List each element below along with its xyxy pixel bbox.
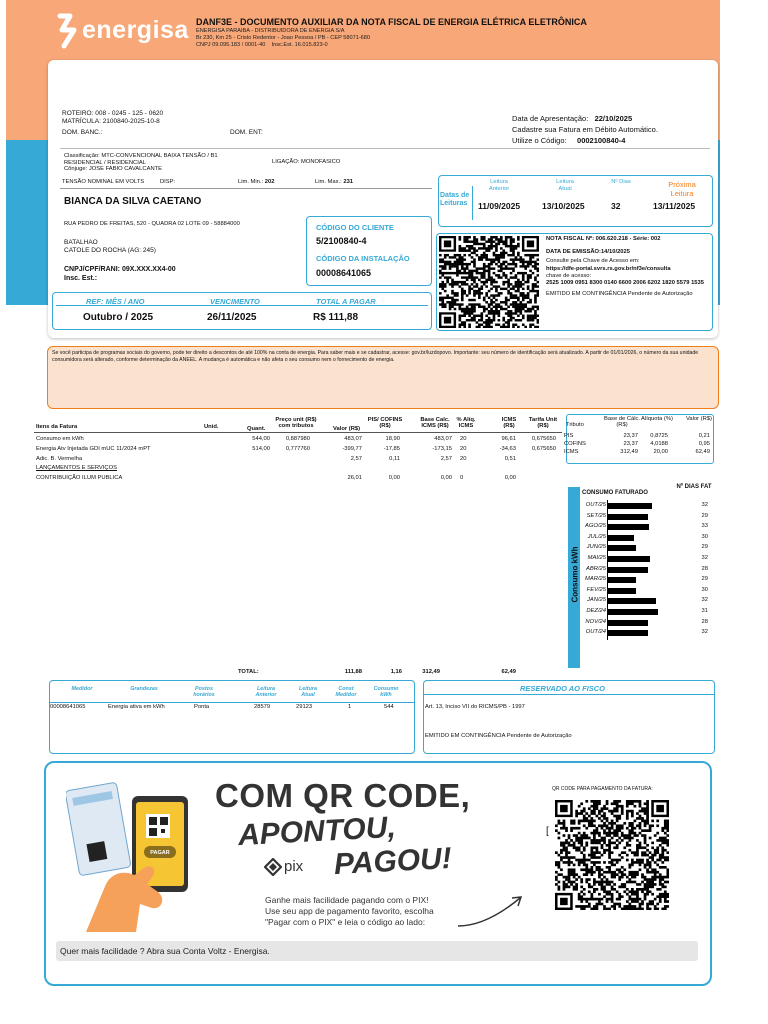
- divider: [60, 188, 432, 189]
- roteiro: ROTEIRO: 008 - 0245 - 125 - 0620: [62, 110, 164, 117]
- consumo-bar: [608, 556, 650, 562]
- item-cell: -173,15: [432, 446, 452, 452]
- leit-atual: 29123: [296, 704, 313, 710]
- codigo-cliente: 5/2100840-4: [316, 236, 367, 246]
- total-base: 312,49: [422, 669, 440, 675]
- consumo-bar: [608, 598, 656, 604]
- logo-text: energisa: [82, 16, 189, 44]
- const-medidor: 1: [348, 704, 352, 710]
- item-cell: 0,777760: [285, 446, 310, 452]
- consumo-bar: [608, 524, 649, 530]
- pix-logo: [264, 858, 304, 878]
- tarifa-header: Tarifa Unit (R$): [528, 417, 558, 429]
- qr-pagamento-label: QR CODE PARA PAGAMENTO DA FATURA:: [552, 786, 653, 792]
- vencimento-label: VENCIMENTO: [210, 297, 260, 306]
- tributo-cell: 312,49: [620, 449, 638, 455]
- tributo-cell: 0,8725: [650, 433, 668, 439]
- leit-atual-header: Leitura Atual: [299, 686, 317, 698]
- pagar-label: PAGAR: [150, 850, 170, 856]
- item-cell: -17,85: [383, 446, 400, 452]
- num-dias-label: Nº Dias: [611, 179, 631, 185]
- dias-fat: 29: [701, 544, 708, 551]
- pix-text: pix: [284, 858, 304, 875]
- chave-acesso: 2525 1009 0951 8300 0140 6600 2006 6202 1820 5579 1535: [546, 280, 704, 287]
- consumo-bar: [608, 577, 636, 583]
- month-label: FEV/25: [586, 586, 606, 593]
- unid-header: Unid.: [204, 424, 219, 430]
- nota-info: [546, 236, 710, 298]
- nota-numero: NOTA FISCAL Nº: 006.620.218 - Série: 002: [546, 236, 661, 242]
- classificacao: Classificação: MTC-CONVENCIONAL BAIXA TENSÃO / B1 RESIDENCIAL / RESIDENCIAL Cônjuge: JOSE FABIO CAVALCANTE: [64, 153, 218, 172]
- dias-fat: 31: [701, 608, 708, 614]
- tributo-cell: ICMS: [564, 449, 579, 455]
- medidor-header: Medidor: [71, 686, 93, 692]
- dias-fat: 32: [701, 555, 708, 561]
- tributo-cell: 23,37: [623, 433, 638, 439]
- item-cell: 2,57: [350, 456, 362, 462]
- valor-trib-header: Valor (R$): [686, 416, 712, 422]
- consumo-kwh-header: Consumo kWh: [373, 686, 399, 698]
- month-label: DEZ/24: [586, 608, 606, 614]
- dias-fat: 33: [701, 523, 708, 530]
- leit-ant-header: Leitura Anterior: [255, 686, 277, 698]
- month-label: ABR/25: [586, 565, 606, 572]
- item-name: CONTRIBUIÇÃO ILUM PUBLICA: [36, 475, 123, 481]
- item-cell: 544,00: [252, 436, 270, 442]
- posto: Ponta: [194, 704, 210, 710]
- month-label: SET/25: [586, 512, 606, 519]
- document-title: DANF3E - DOCUMENTO AUXILIAR DA NOTA FISCAL DE ENERGIA ELÉTRICA ELETRÔNICA: [196, 17, 587, 27]
- item-cell: 0,675650: [531, 446, 556, 452]
- item-cell: 96,61: [501, 436, 516, 442]
- consumo-bar: [608, 514, 648, 520]
- month-label: OUT/24: [585, 629, 606, 636]
- preco-header: Preço unit (R$) com tributos: [275, 417, 317, 429]
- divider: [472, 186, 473, 220]
- item-cell: 26,01: [347, 475, 362, 481]
- vencimento: 26/11/2025: [207, 312, 257, 323]
- consumo-bar: [608, 588, 636, 594]
- dias-fat: 32: [701, 597, 708, 604]
- consumo-axis-label: Consumo kWh: [570, 546, 580, 603]
- consumo-bar: [608, 545, 636, 551]
- grandeza: Energia ativa em kWh: [108, 704, 165, 710]
- company-address: Br 230, Km 25 - Cristo Redentor - Joao Pessoa / PB - CEP 58071-680: [196, 35, 371, 41]
- promo-line2: APONTOU,: [237, 810, 397, 853]
- month-label: MAI/25: [587, 555, 606, 561]
- fisco-contingencia: EMITIDO EM CONTINGÊNCIA Pendente de Autorização: [425, 733, 572, 739]
- utilize-codigo: Utilize o Código: 0002100840-4: [512, 136, 626, 145]
- qr-bracket: [: [546, 826, 549, 837]
- dias-fat-label: Nº DIAS FAT: [676, 484, 712, 490]
- dias-fat: 30: [701, 533, 708, 540]
- item-cell: 0,887980: [285, 436, 310, 442]
- item-cell: -399,77: [342, 446, 362, 452]
- proxima-leitura: 13/11/2025: [653, 201, 696, 211]
- consumo-bar: [608, 503, 652, 509]
- fisco-art: Art. 13, Inciso VII do RICMS/PB - 1997: [425, 704, 525, 710]
- chave-label: chave de acesso:: [546, 272, 592, 279]
- total-icms: 62,49: [501, 669, 516, 675]
- const-header: Const Medidor: [335, 686, 357, 698]
- promo-description: Ganhe mais facilidade pagando com o PIX! Use seu app de pagamento favorito, escolha "Pagar com o PIX" e leia o código ao lado:: [265, 895, 434, 927]
- nota-emissao: DATA DE EMISSÃO:14/10/2025: [546, 249, 630, 256]
- base-header: Base Calc. ICMS (R$): [420, 417, 450, 429]
- month-label: MAR/25: [585, 576, 606, 583]
- ligacao: LIGAÇÃO: MONOFASICO: [272, 159, 341, 165]
- divider: [50, 702, 414, 703]
- month-label: JUL/25: [587, 533, 606, 540]
- ref-mes-ano: Outubro / 2025: [83, 312, 154, 323]
- item-name: Consumo em kWh: [36, 436, 84, 442]
- items-header: Itens da Fatura: [36, 424, 78, 430]
- tributo-cell: 62,49: [695, 449, 710, 455]
- ref-label: REF: MÊS / ANO: [86, 297, 145, 306]
- month-label: JUN/25: [586, 544, 606, 551]
- total-a-pagar: R$ 111,88: [313, 312, 359, 323]
- consumo-medidor: 544: [384, 704, 394, 710]
- month-label: OUT/25: [585, 502, 606, 508]
- energisa-logo: [56, 10, 191, 50]
- leit-ant: 28579: [254, 704, 271, 710]
- phone-hand-illustration: [66, 772, 196, 932]
- num-dias: 32: [611, 201, 621, 211]
- lim-max: Lim. Max.: 231: [315, 179, 354, 185]
- dias-fat: 28: [701, 565, 708, 572]
- arrow-icon: [456, 890, 528, 932]
- tributo-cell: PIS: [564, 433, 574, 439]
- item-cell: 0,51: [504, 456, 516, 462]
- leitura-anterior-label: Leitura Anterior: [488, 179, 510, 192]
- fisco-title: RESERVADO AO FISCO: [520, 684, 606, 693]
- client-name: BIANCA DA SILVA CAETANO: [64, 196, 202, 207]
- medidor-num: 00008641065: [50, 704, 86, 710]
- item-name: Adic. B. Vermelha: [36, 456, 83, 462]
- item-cell: 18,90: [385, 436, 400, 442]
- tributo-cell: 20,00: [653, 449, 668, 455]
- client-city: BATALHAO CATOLE DO ROCHA (AG: 245): [64, 239, 156, 254]
- pix-qr-code[interactable]: [555, 800, 669, 910]
- dias-fat: 29: [701, 576, 708, 583]
- leitura-atual: 13/10/2025: [542, 201, 585, 211]
- total-label-table: TOTAL:: [238, 669, 259, 675]
- data-apresentacao: Data de Apresentação: 22/10/2025: [512, 114, 633, 123]
- lim-min: Lim. Min.: 202: [238, 179, 275, 185]
- dias-fat: 29: [701, 512, 708, 519]
- total-label: TOTAL A PAGAR: [316, 297, 376, 306]
- consulta-url[interactable]: https://dfe-portal.svrs.rs.gov.br/nf3e/consulta: [546, 265, 671, 272]
- item-cell: 0: [460, 475, 464, 481]
- consumo-bar: [608, 535, 634, 541]
- item-name: LANÇAMENTOS E SERVIÇOS: [36, 465, 117, 471]
- dom-banc: DOM. BANC.:: [62, 129, 103, 136]
- tributo-cell: 0,21: [698, 433, 710, 439]
- leitura-anterior: 11/09/2025: [478, 201, 521, 211]
- tributo-cell: 4,0188: [650, 441, 668, 447]
- consumo-bar: [608, 620, 648, 626]
- item-cell: 483,07: [344, 436, 362, 442]
- item-cell: 0,00: [440, 475, 452, 481]
- aliquota-header: Alíquota (%): [641, 416, 673, 422]
- notice-box: [47, 346, 719, 409]
- client-address: RUA PEDRO DE FREITAS, 520 - QUADRA 02 LOTE 09 - 58884000: [64, 221, 240, 227]
- month-label: JAN/25: [586, 597, 606, 604]
- right-margin: [720, 0, 768, 1024]
- tributo-cell: 23,37: [623, 441, 638, 447]
- grandezas-header: Grandezas: [130, 686, 158, 692]
- divider: [424, 694, 714, 695]
- item-cell: 0,00: [504, 475, 516, 481]
- promo-line3: PAGOU!: [333, 841, 453, 882]
- aliq-header: % Alíq. ICMS: [456, 417, 476, 429]
- item-cell: 0,11: [389, 456, 400, 462]
- item-cell: 0,00: [388, 475, 400, 481]
- footer-text: Quer mais facilidade ? Abra sua Conta Voltz - Energisa.: [60, 946, 270, 956]
- item-cell: -34,63: [499, 446, 516, 452]
- footer-bar: [56, 941, 698, 961]
- company-name: ENERGISA PARAIBA - DISTRIBUIDORA DE ENERGIA S/A: [196, 28, 345, 34]
- leituras-title: Datas de Leituras: [440, 192, 470, 207]
- icms-header: ICMS (R$): [501, 417, 517, 429]
- item-cell: 483,07: [434, 436, 452, 442]
- pis-header: PIS/ COFINS (R$): [367, 417, 403, 429]
- debito-automatico: Cadastre sua Fatura em Débito Automático.: [512, 125, 658, 134]
- nota-qr-code: [439, 236, 539, 328]
- item-cell: 20: [460, 436, 467, 442]
- consumo-bar: [608, 609, 658, 615]
- item-cell: 2,57: [440, 456, 452, 462]
- month-label: AGO/25: [585, 523, 606, 530]
- codigo-cliente-label: CÓDIGO DO CLIENTE: [316, 223, 394, 232]
- tributo-cell: COFINS: [564, 441, 586, 447]
- dias-fat: 32: [701, 629, 708, 636]
- divider: [60, 148, 710, 149]
- month-label: NOV/24: [585, 618, 606, 625]
- notice-text: Se você participa de programas sociais do governo, pode ter direito a descontos de até 100% na conta de energia. Para saber mais e se cadastrar, acesse: gov.br/luzdopovo. Importante: seu número de identificação será atualizado. A partir de 01/01/2026, o número da sua unidade consumidora será alterado, conforme determinação da ANEEL. A mudança é automática e não afeta o seu consumo nem o fornecimento de energia.: [52, 350, 699, 363]
- codigo-instalacao-label: CÓDIGO DA INSTALAÇÃO: [316, 254, 410, 263]
- postos-header: Postos horários: [193, 686, 215, 698]
- total-pis: 1,16: [390, 669, 402, 675]
- disp: DISP:: [160, 179, 176, 185]
- quant-header: Quant.: [247, 426, 266, 432]
- divider: [34, 432, 562, 433]
- tributo-header: Tributo: [566, 422, 584, 428]
- promo-line1: COM QR CODE,: [215, 777, 471, 814]
- tributo-cell: 0,95: [698, 441, 710, 447]
- client-doc: CNPJ/CPF/RANI: 09X.XXX.XX4-00 Insc. Est.:: [64, 266, 176, 282]
- consumo-title: CONSUMO FATURADO: [582, 490, 648, 496]
- total-valor: 111,88: [344, 669, 362, 675]
- dias-fat: 32: [701, 502, 708, 508]
- consumo-bar: [608, 567, 648, 573]
- proxima-leitura-label: Próxima Leitura: [668, 180, 696, 198]
- leitura-atual-label: Leitura Atual: [556, 179, 574, 192]
- consumo-bar: [608, 630, 648, 636]
- matricula: MATRÍCULA: 2100840-2025-10-8: [62, 118, 160, 125]
- item-cell: 514,00: [252, 446, 270, 452]
- nota-contingencia: EMITIDO EM CONTINGÊNCIA Pendente de Autorização: [546, 290, 693, 297]
- dias-fat: 28: [701, 618, 708, 625]
- company-cnpj: CNPJ 09.095.183 / 0001-40 Insc.Est. 16.015.823-0: [196, 42, 328, 48]
- dom-ent: DOM. ENT:: [230, 129, 263, 136]
- codigo-instalacao: 00008641065: [316, 268, 372, 278]
- item-cell: 20: [460, 446, 467, 452]
- base-calc-header: Base de Cálc.(R$): [603, 416, 641, 428]
- item-name: Energia Atv Injetada GDI mUC 11/2024 mPT: [36, 446, 151, 452]
- valor-header: Valor (R$): [333, 426, 361, 432]
- tensao: TENSÃO NOMINAL EM VOLTS: [62, 179, 145, 185]
- consulta-label: Consulte pela Chave de Acesso em:: [546, 258, 640, 265]
- item-cell: 0,675650: [531, 436, 556, 442]
- dias-fat: 30: [701, 586, 708, 593]
- item-cell: 20: [460, 456, 467, 462]
